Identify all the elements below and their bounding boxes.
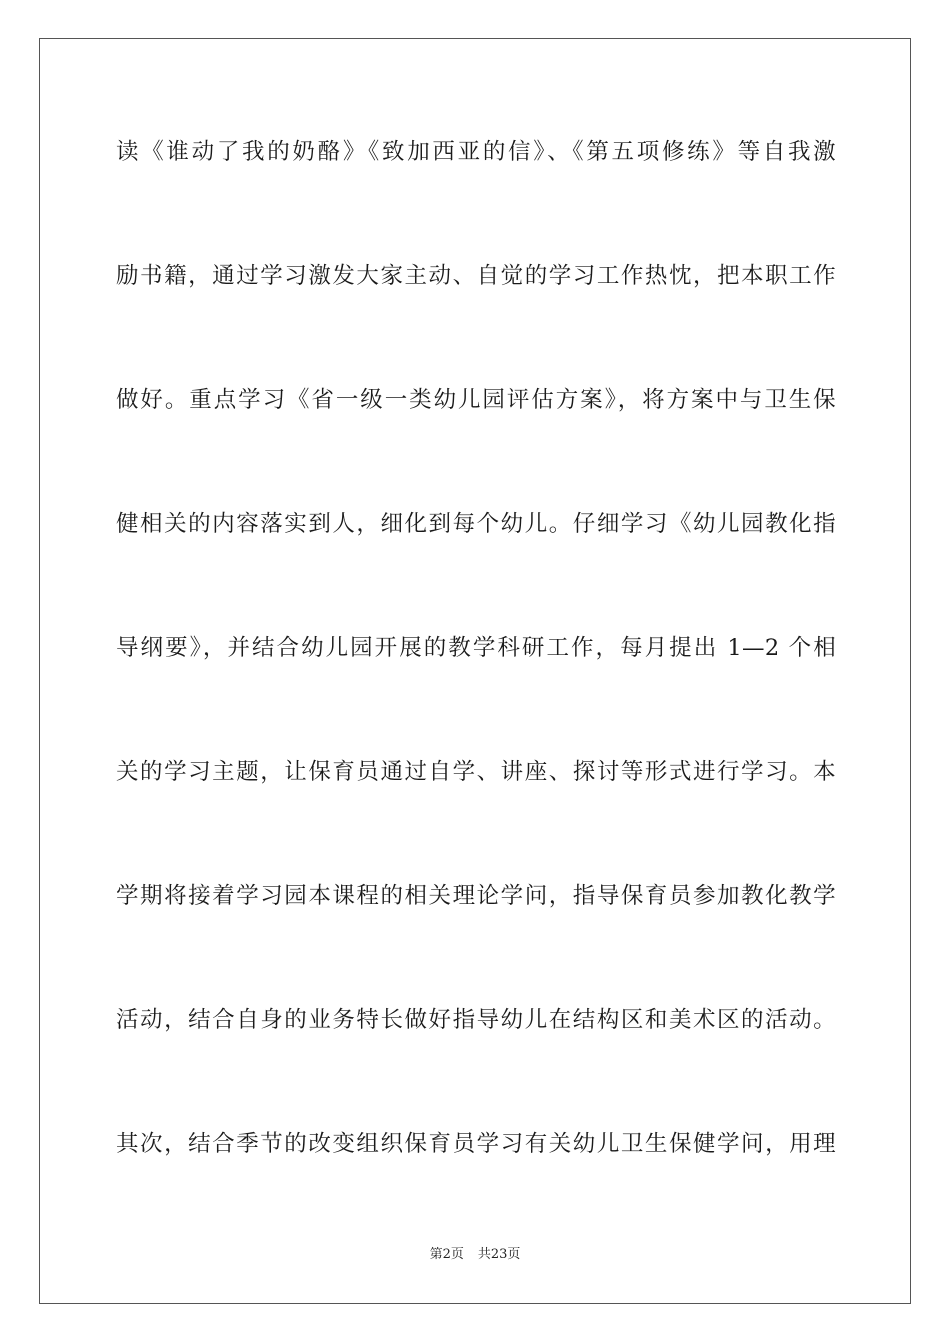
body-line: 导纲要》，并结合幼儿园开展的教学科研工作，每月提出 1—2 个相: [116, 635, 836, 661]
body-line: 学期将接着学习园本课程的相关理论学问，指导保育员参加教化教学: [116, 883, 836, 909]
page-number: 第2页: [429, 1247, 464, 1262]
page-footer: [0, 1246, 950, 1264]
body-line: 关的学习主题，让保育员通过自学、讲座、探讨等形式进行学习。本: [116, 759, 836, 785]
body-line: 活动，结合自身的业务特长做好指导幼儿在结构区和美术区的活动。: [116, 1007, 836, 1033]
body-line: 健相关的内容落实到人，细化到每个幼儿。仔细学习《幼儿园教化指: [116, 511, 836, 537]
body-line: 励书籍，通过学习激发大家主动、自觉的学习工作热忱，把本职工作: [116, 263, 836, 289]
page-total: 共23页: [477, 1247, 521, 1262]
body-line: 读《谁动了我的奶酪》《致加西亚的信》、《第五项修练》等自我激: [116, 139, 836, 165]
body-line: 做好。重点学习《省一级一类幼儿园评估方案》，将方案中与卫生保: [116, 387, 836, 413]
document-body: [116, 130, 836, 1246]
body-line: 其次，结合季节的改变组织保育员学习有关幼儿卫生保健学问，用理: [116, 1131, 836, 1157]
